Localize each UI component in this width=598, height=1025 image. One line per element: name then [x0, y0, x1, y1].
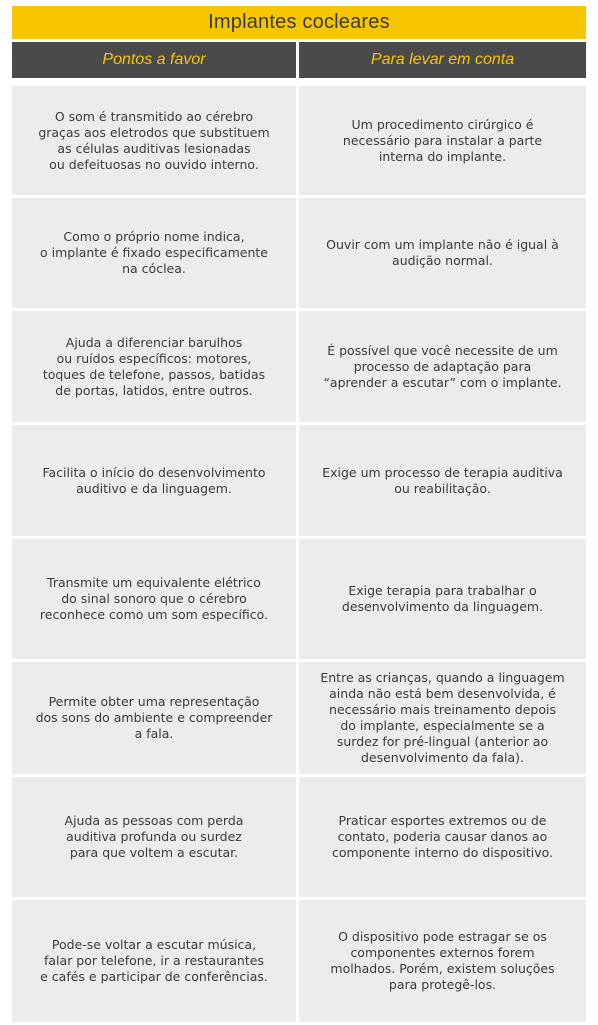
- consideration-cell: [299, 777, 586, 897]
- pro-text: Permite obter uma representação dos sons do ambiente e compreender a fala.: [35, 694, 273, 741]
- table-header: [12, 42, 586, 78]
- consideration-cell: [299, 539, 586, 659]
- pro-cell: [12, 539, 296, 659]
- consideration-text: Praticar esportes extremos ou de contato, poderia causar danos ao componente interno do dispositivo.: [331, 813, 554, 860]
- consideration-cell: [299, 198, 586, 308]
- pro-cell: [12, 86, 296, 195]
- consideration-cell: [299, 900, 586, 1022]
- table-row: [12, 900, 586, 1022]
- consideration-cell: [299, 662, 586, 774]
- header-pros: Pontos a favor: [12, 42, 296, 78]
- header-considerations: Para levar em conta: [299, 42, 586, 78]
- table-row: [12, 777, 586, 897]
- consideration-cell: [299, 311, 586, 422]
- pro-cell: [12, 198, 296, 308]
- pro-text: O som é transmitido ao cérebro graças aos eletrodos que substituem as células auditivas lesionadas ou defeituosas no ouvido interno.: [38, 108, 270, 172]
- table-row: [12, 311, 586, 422]
- table-row: [12, 86, 586, 195]
- table-body: [12, 86, 586, 1022]
- comparison-table: [12, 6, 586, 1025]
- pro-text: Ajuda a diferenciar barulhos ou ruídos específicos: motores, toques de telefone, passos, batidas de portas, latidos, entre outros.: [42, 334, 266, 398]
- pro-text: Ajuda as pessoas com perda auditiva profunda ou surdez para que voltem a escutar.: [64, 813, 244, 860]
- table-row: [12, 425, 586, 536]
- table-row: [12, 539, 586, 659]
- pro-cell: [12, 900, 296, 1022]
- consideration-text: É possível que você necessite de um processo de adaptação para “aprender a escutar” com o implante.: [323, 342, 562, 390]
- pro-cell: [12, 777, 296, 897]
- pro-text: Facilita o início do desenvolvimento auditivo e da linguagem.: [42, 464, 266, 496]
- consideration-text: Exige terapia para trabalhar o desenvolvimento da linguagem.: [341, 583, 544, 614]
- pro-cell: [12, 425, 296, 536]
- consideration-cell: [299, 86, 586, 195]
- consideration-text: Um procedimento cirúrgico é necessário para instalar a parte interna do implante.: [342, 116, 543, 164]
- pro-cell: [12, 311, 296, 422]
- table-row: [12, 198, 586, 308]
- consideration-text: Ouvir com um implante não é igual à audição normal.: [326, 237, 559, 268]
- pro-cell: [12, 662, 296, 774]
- table-title: Implantes cocleares: [12, 6, 586, 39]
- consideration-cell: [299, 425, 586, 536]
- pro-text: Como o próprio nome indica, o implante é fixado especificamente na cóclea.: [40, 229, 268, 276]
- consideration-text: O dispositivo pode estragar se os componentes externos forem molhados. Porém, existem soluções para protegê-los.: [330, 929, 555, 992]
- pro-text: Transmite um equivalente elétrico do sinal sonoro que o cérebro reconhece como um som específico.: [39, 575, 269, 622]
- consideration-text: Entre as crianças, quando a linguagem ainda não está bem desenvolvida, é necessário mais treinamento depois do implante, especialmente se a surdez for pré-lingual (anterior ao desenvolvimento da fala).: [320, 670, 565, 765]
- consideration-text: Exige um processo de terapia auditiva ou reabilitação.: [322, 464, 563, 496]
- pro-text: Pode-se voltar a escutar música, falar por telefone, ir a restaurantes e cafés e participar de conferências.: [40, 937, 268, 984]
- table-row: [12, 662, 586, 774]
